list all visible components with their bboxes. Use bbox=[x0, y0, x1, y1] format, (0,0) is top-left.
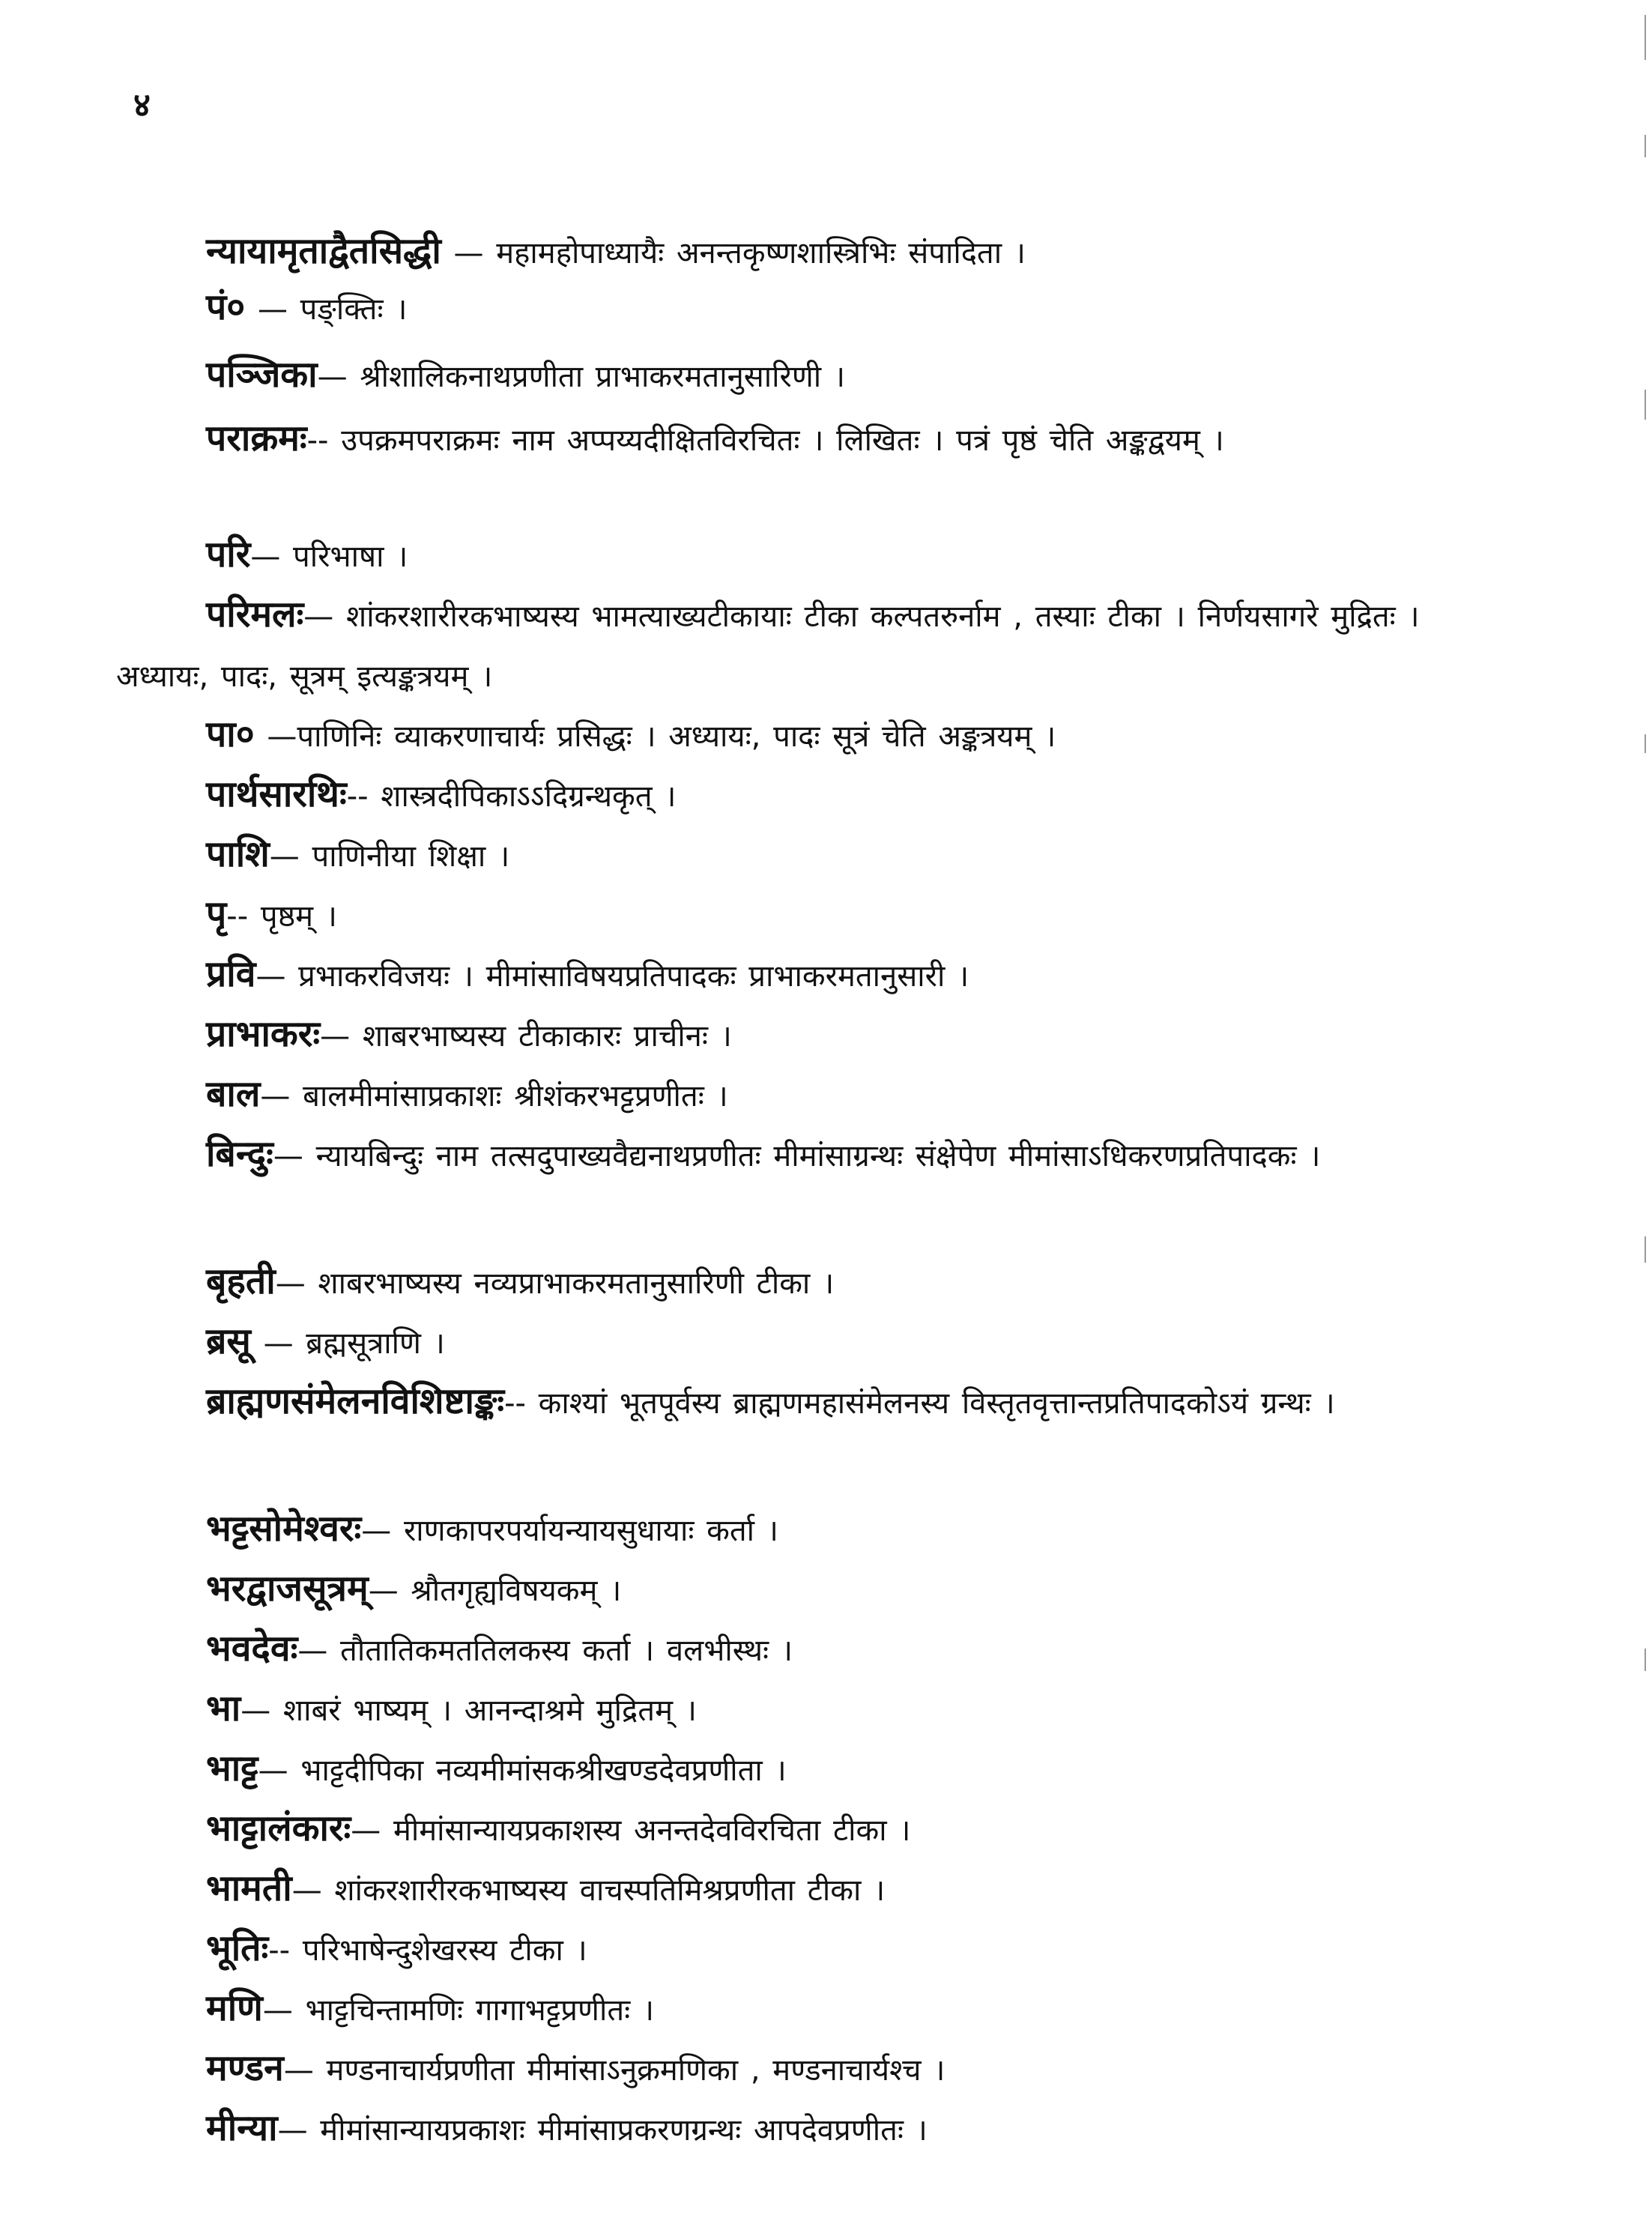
entry-description: प्रभाकरविजयः । मीमांसाविषयप्रतिपादकः प्राभाकरमतानुसारी । bbox=[298, 959, 969, 994]
entry-term: पञ्जिका bbox=[206, 354, 318, 396]
entry-separator: — bbox=[351, 1813, 393, 1848]
entry-description: शांकरशारीरकभाष्यस्य वाचस्पतिमिश्रप्रणीता टीका । bbox=[334, 1873, 886, 1908]
entry-term: भट्टसोमेश्वरः bbox=[206, 1508, 362, 1550]
entry-description: मण्डनाचार्यप्रणीता मीमांसाऽनुक्रमणिका , मण्डनाचार्यश्च । bbox=[326, 2053, 945, 2088]
entry-description: शास्त्रदीपिकाऽऽदिग्रन्थकृत् । bbox=[381, 779, 677, 814]
entry-term: पराक्रमः bbox=[206, 417, 307, 459]
entry-description: श्रीशालिकनाथप्रणीता प्राभाकरमतानुसारिणी । bbox=[360, 360, 846, 394]
entry bbox=[116, 1499, 1442, 1561]
entry-term: भरद्वाजसूत्रम् bbox=[206, 1568, 369, 1610]
entry bbox=[116, 1858, 1442, 1921]
entry bbox=[116, 277, 1442, 339]
entry bbox=[116, 408, 1442, 471]
entry-separator: — bbox=[291, 1873, 335, 1908]
entry-description: भाट्टचिन्तामणिः गागाभट्टप्रणीतः । bbox=[305, 1993, 655, 2028]
entry bbox=[116, 1678, 1442, 1741]
entry bbox=[116, 1124, 1442, 1186]
entry bbox=[116, 584, 1442, 707]
entry-term: बिन्दुः bbox=[206, 1133, 273, 1175]
entry bbox=[116, 1798, 1442, 1861]
entry-description: तौतातिकमततिलकस्य कर्ता । वलभीस्थः । bbox=[340, 1634, 793, 1668]
page-number: ४ bbox=[133, 86, 151, 124]
entry-separator: — bbox=[303, 599, 346, 634]
entry-term: पाशि bbox=[206, 833, 270, 875]
entry-separator: — bbox=[254, 719, 297, 754]
entry bbox=[116, 2098, 1442, 2160]
entry-term: मण्डन bbox=[206, 2047, 284, 2089]
entry-description: शाबरभाष्यस्य नव्यप्राभाकरमतानुसारिणी टीका । bbox=[318, 1266, 835, 1301]
entry bbox=[116, 1738, 1442, 1801]
entry-separator: — bbox=[275, 1266, 318, 1301]
entry-description: मीमांसान्यायप्रकाशः मीमांसाप्रकरणग्रन्थः आपदेवप्रणीतः । bbox=[320, 2113, 928, 2148]
entry-term: पृ bbox=[206, 893, 227, 935]
entry-separator: — bbox=[441, 236, 497, 271]
entry-description: ब्रह्मसूत्राणि । bbox=[306, 1326, 445, 1361]
entry-separator: — bbox=[277, 2113, 321, 2148]
entry-term: भूतिः bbox=[206, 1927, 269, 1969]
entry-description: मीमांसान्यायप्रकाशस्य अनन्तदेवविरचिता टीका । bbox=[393, 1813, 911, 1848]
entry-term: ब्राह्मणसंमेलनविशिष्टाङ्कः bbox=[206, 1380, 505, 1422]
entry bbox=[116, 1251, 1442, 1314]
entry-separator: — bbox=[245, 292, 300, 327]
entry-description: बालमीमांसाप्रकाशः श्रीशंकरभट्टप्रणीतः । bbox=[303, 1079, 728, 1114]
entry bbox=[116, 525, 1442, 587]
entry-term: भाट्टालंकारः bbox=[206, 1807, 351, 1849]
entry-separator: -- bbox=[346, 779, 381, 814]
entry-term: भवदेवः bbox=[206, 1628, 298, 1670]
entry-term: बाल bbox=[206, 1073, 261, 1115]
entry-description: महामहोपाध्यायैः अनन्तकृष्णशास्त्रिभिः संपादिता । bbox=[496, 236, 1026, 271]
entry-description: श्रौतगृह्यविषयकम् । bbox=[411, 1574, 622, 1608]
entry-description: पाणिनीया शिक्षा । bbox=[312, 839, 510, 874]
entry-separator: — bbox=[368, 1574, 411, 1608]
entry-term: परि bbox=[206, 534, 251, 575]
entry-term: बृहती bbox=[206, 1260, 276, 1302]
entry-separator: — bbox=[260, 1079, 303, 1114]
entry-separator: -- bbox=[306, 423, 342, 458]
entry-description: पङ्क्तिः । bbox=[300, 292, 408, 327]
entry-term: प्रवि bbox=[206, 953, 256, 995]
entry bbox=[116, 1064, 1442, 1126]
entry-term: पार्थसारथिः bbox=[206, 773, 347, 815]
entry-separator: — bbox=[320, 1019, 363, 1054]
entry-description: भाट्टदीपिका नव्यमीमांसकश्रीखण्डदेवप्रणीता । bbox=[300, 1753, 787, 1788]
entry bbox=[116, 1371, 1442, 1433]
entry bbox=[116, 704, 1442, 767]
entry-term: ब्रसू bbox=[206, 1320, 251, 1362]
entry-description: परिभाषा । bbox=[293, 540, 408, 574]
entry-separator: — bbox=[297, 1634, 341, 1668]
entry-term: प्राभाकरः bbox=[206, 1013, 321, 1055]
entry-description: पाणिनिः व्याकरणाचार्यः प्रसिद्धः । अध्यायः, पादः सूत्रं चेति अङ्कत्रयम् । bbox=[297, 719, 1056, 754]
entry bbox=[116, 1004, 1442, 1066]
entry bbox=[116, 1559, 1442, 1621]
entry bbox=[116, 221, 1442, 283]
entry-term: भाट्ट bbox=[206, 1747, 258, 1789]
entry-description: पृष्ठम् । bbox=[260, 899, 337, 934]
entry-description: शाबरभाष्यस्य टीकाकारः प्राचीनः । bbox=[362, 1019, 732, 1054]
entry-separator: — bbox=[255, 959, 299, 994]
entry-term: मीन्या bbox=[206, 2107, 278, 2149]
entry-separator: -- bbox=[226, 899, 261, 934]
entry-term: मणि bbox=[206, 1987, 263, 2029]
entry bbox=[116, 345, 1442, 407]
entry-description: काश्यां भूतपूर्वस्य ब्राह्मणमहासंमेलनस्य विस्तृतवृत्तान्तप्रतिपादकोऽयं ग्रन्थः । bbox=[538, 1386, 1335, 1421]
entry-description: शाबरं भाष्यम् । आनन्दाश्रमे मुद्रितम् । bbox=[282, 1693, 697, 1728]
entry-separator: — bbox=[262, 1993, 306, 2028]
entry-separator: — bbox=[283, 2053, 327, 2088]
entry-description: न्यायबिन्दुः नाम तत्सदुपाख्यवैद्यनाथप्रणीतः मीमांसाग्रन्थः संक्षेपेण मीमांसाऽधिकरणप्रतिपादकः । bbox=[315, 1139, 1321, 1173]
entry bbox=[116, 764, 1442, 827]
scan-edge-marks bbox=[1637, 0, 1652, 2236]
entry bbox=[116, 944, 1442, 1006]
entry bbox=[116, 824, 1442, 886]
entry bbox=[116, 1918, 1442, 1980]
entry-separator: — bbox=[250, 1326, 306, 1361]
entry-term: न्यायामृताद्वैतसिद्धी bbox=[206, 230, 441, 272]
entry bbox=[116, 2038, 1442, 2100]
entry-description: शांकरशारीरकभाष्यस्य भामत्याख्यटीकायाः टीका कल्पतरुर्नाम , तस्याः टीका । निर्णयसागरे मुद्रितः । अध्यायः, पादः, सूत्रम् इत्यङ्कत्रयम् । bbox=[116, 599, 1420, 694]
entry bbox=[116, 1978, 1442, 2040]
entry-separator: — bbox=[273, 1139, 316, 1173]
entry-description: परिभाषेन्दुशेखरस्य टीका । bbox=[302, 1933, 587, 1968]
entry-term: भा bbox=[206, 1687, 241, 1729]
entry bbox=[116, 1311, 1442, 1374]
entry-description: राणकापरपर्यायन्यायसुधायाः कर्ता । bbox=[403, 1514, 778, 1548]
entry bbox=[116, 1619, 1442, 1681]
entry-term: परिमलः bbox=[206, 593, 304, 635]
entry-term: पा० bbox=[206, 713, 255, 755]
entry-separator: — bbox=[250, 540, 294, 574]
entry-separator: — bbox=[240, 1693, 283, 1728]
entry-separator: — bbox=[361, 1514, 404, 1548]
entry-separator: — bbox=[258, 1753, 301, 1788]
entry-separator: -- bbox=[268, 1933, 303, 1968]
entry-separator: — bbox=[317, 360, 360, 394]
entry-term: पं० bbox=[206, 286, 246, 328]
entry-description: उपक्रमपराक्रमः नाम अप्पय्यदीक्षितविरचितः । लिखितः । पत्रं पृष्ठं चेति अङ्कद्वयम् । bbox=[341, 423, 1224, 458]
entry-term: भामती bbox=[206, 1867, 292, 1909]
entry-separator: -- bbox=[504, 1386, 539, 1421]
entry bbox=[116, 884, 1442, 946]
entry-separator: — bbox=[269, 839, 312, 874]
